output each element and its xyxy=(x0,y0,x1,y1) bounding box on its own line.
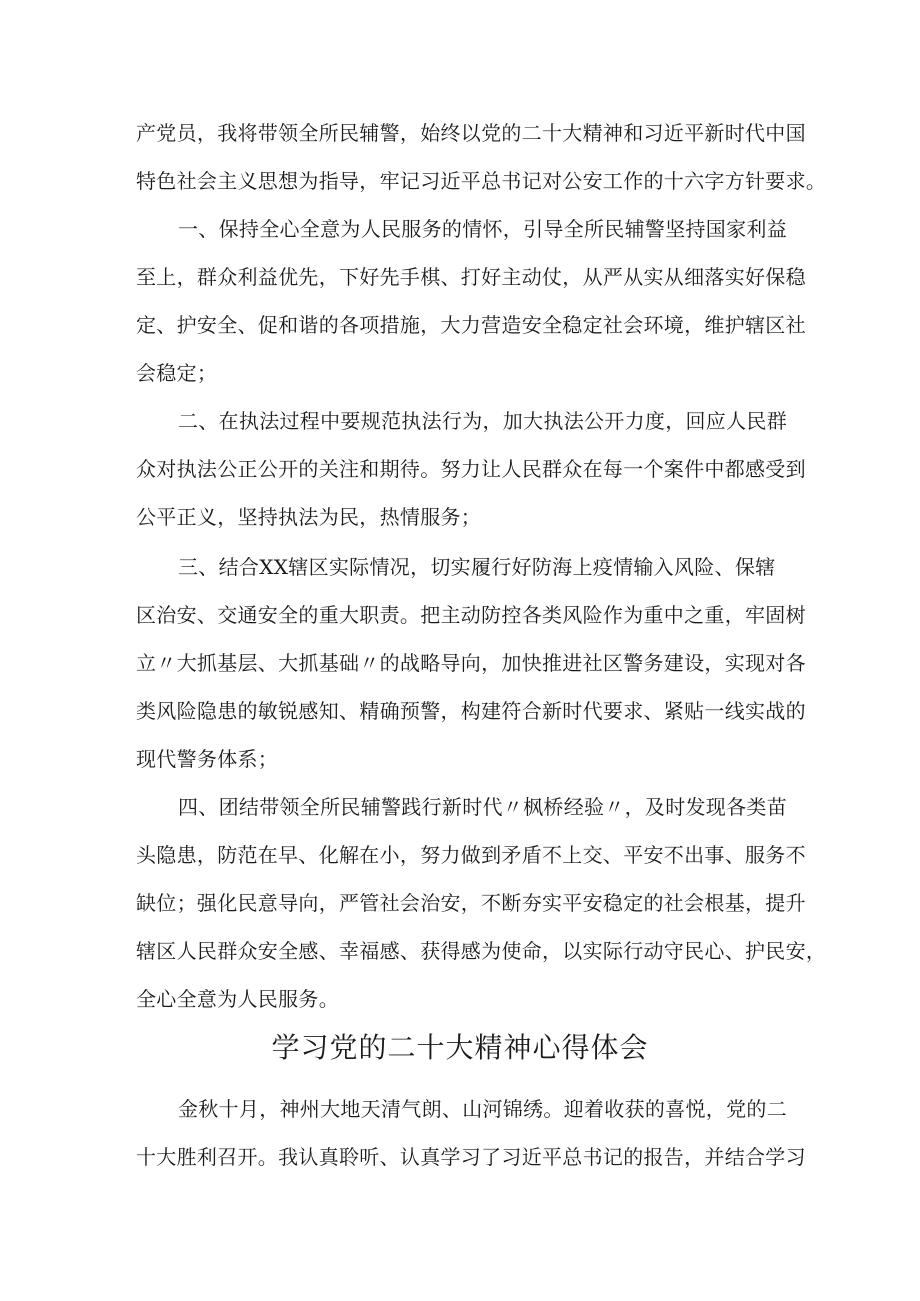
point-four-line: 缺位；强化民意导向，严管社会治安，不断夯实平安稳定的社会根基，提升 xyxy=(136,891,806,915)
point-one-line: 会稳定； xyxy=(136,361,218,385)
point-three-line: 现代警务体系； xyxy=(136,747,279,771)
intro-line: 产党员，我将带领全所民辅警，始终以党的二十大精神和习近平新时代中国 xyxy=(136,121,806,145)
point-three-line: 类风险隐患的敏锐感知、精确预警，构建符合新时代要求、紧贴一线实战的 xyxy=(136,699,806,723)
section-title: 学习党的二十大精神心得体会 xyxy=(271,1031,649,1064)
point-two-line: 众对执法公正公开的关注和期待。努力让人民群众在每一个案件中都感受到 xyxy=(136,457,806,481)
point-one-line: 至上，群众利益优先，下好先手棋、打好主动仗，从严从实从细落实好保稳 xyxy=(136,265,806,289)
point-two-line: 公平正义，坚持执法为民，热情服务； xyxy=(136,505,482,529)
point-one-line: 一、保持全心全意为人民服务的情怀，引导全所民辅警坚持国家利益 xyxy=(178,217,787,241)
point-three-line: 区治安、交通安全的重大职责。把主动防控各类风险作为重中之重，牢固树 xyxy=(136,603,806,627)
point-four-line: 全心全意为人民服务。 xyxy=(136,987,339,1011)
point-four-line: 辖区人民群众安全感、幸福感、获得感为使命，以实际行动守民心、护民安， xyxy=(136,939,827,963)
point-two-line: 二、在执法过程中要规范执法行为，加大执法公开力度，回应人民群 xyxy=(178,409,787,433)
point-three-line: 立〃大抓基层、大抓基础〃的战略导向，加快推进社区警务建设，实现对各 xyxy=(136,651,806,675)
point-four-line: 四、团结带领全所民辅警践行新时代〃枫桥经验〃，及时发现各类苗 xyxy=(178,795,787,819)
point-three-line: 三、结合XX辖区实际情况，切实履行好防海上疫情输入风险、保辖 xyxy=(178,555,776,579)
point-one-line: 定、护安全、促和谐的各项措施，大力营造安全稳定社会环境，维护辖区社 xyxy=(136,313,806,337)
point-four-line: 头隐患，防范在早、化解在小，努力做到矛盾不上交、平安不出事、服务不 xyxy=(136,843,806,867)
intro-line: 特色社会主义思想为指导，牢记习近平总书记对公安工作的十六字方针要求。 xyxy=(136,169,827,193)
body-line: 金秋十月，神州大地天清气朗、山河锦绣。迎着收获的喜悦，党的二 xyxy=(178,1097,787,1121)
body-line: 十大胜利召开。我认真聆听、认真学习了习近平总书记的报告，并结合学习 xyxy=(136,1145,806,1169)
